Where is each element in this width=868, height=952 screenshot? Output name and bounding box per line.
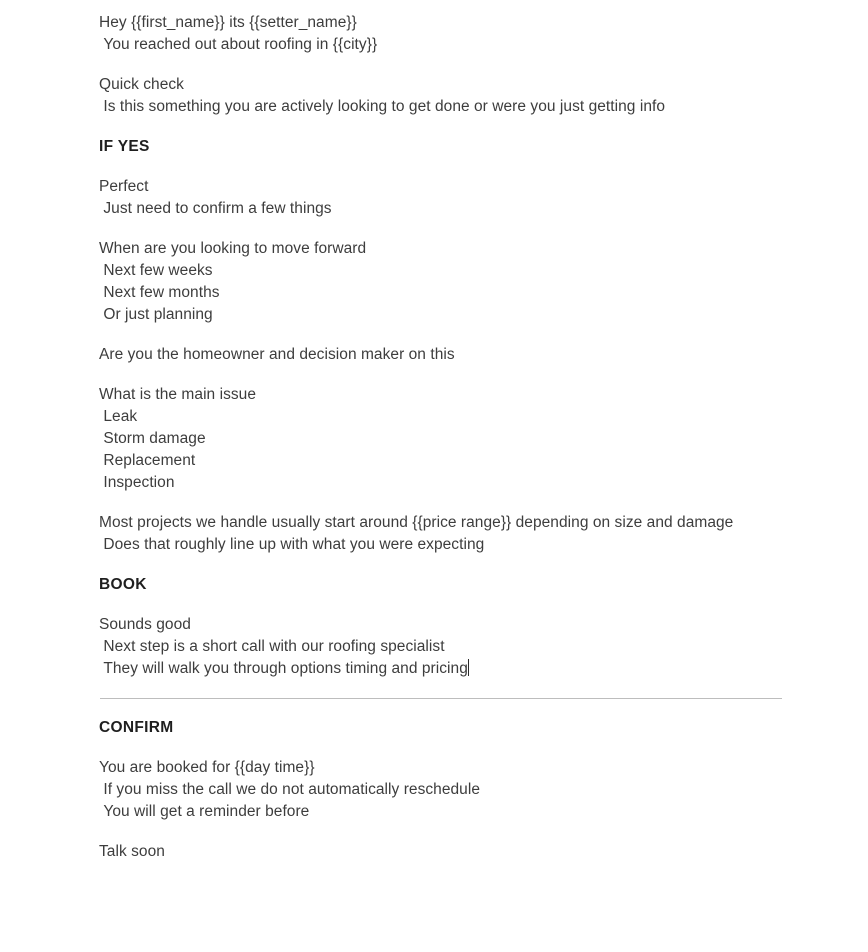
script-line: You reached out about roofing in {{city}} xyxy=(99,36,378,53)
script-line: Quick check xyxy=(99,76,184,93)
heading-if-yes: IF YES xyxy=(99,138,150,155)
script-line: You are booked for {{day time}} xyxy=(99,759,315,776)
book-body xyxy=(99,614,782,680)
script-line: Hey {{first_name}} its {{setter_name}} xyxy=(99,14,357,31)
heading-confirm: CONFIRM xyxy=(99,719,174,736)
text-cursor-caret xyxy=(468,659,469,676)
script-line: Inspection xyxy=(99,474,175,491)
pricing xyxy=(99,512,782,556)
script-line: Leak xyxy=(99,408,138,425)
script-line: Next step is a short call with our roofing specialist xyxy=(99,638,445,655)
decision-maker xyxy=(99,344,782,366)
heading-book: BOOK xyxy=(99,576,147,593)
intro xyxy=(99,12,782,56)
script-line: Are you the homeowner and decision maker on this xyxy=(99,346,455,363)
script-line: You will get a reminder before xyxy=(99,803,310,820)
confirm-body xyxy=(99,757,782,823)
main-issue xyxy=(99,384,782,494)
section-divider xyxy=(100,698,782,699)
script-line: When are you looking to move forward xyxy=(99,240,367,257)
script-line: Storm damage xyxy=(99,430,206,447)
script-line: If you miss the call we do not automatically reschedule xyxy=(99,781,481,798)
script-line: Next few weeks xyxy=(99,262,213,279)
script-line: Next few months xyxy=(99,284,220,301)
quick-check xyxy=(99,74,782,118)
timeline xyxy=(99,238,782,326)
script-line: Is this something you are actively looking to get done or were you just getting info xyxy=(99,98,666,115)
script-line: What is the main issue xyxy=(99,386,257,403)
script-line: They will walk you through options timing and pricing xyxy=(99,660,468,677)
script-line: Just need to confirm a few things xyxy=(99,200,332,217)
script-line: Or just planning xyxy=(99,306,213,323)
perfect xyxy=(99,176,782,220)
script-line: Talk soon xyxy=(99,843,165,860)
sign-off xyxy=(99,841,782,863)
script-line: Most projects we handle usually start around {{price range}} depending on size and damage xyxy=(99,514,734,531)
script-line: Does that roughly line up with what you were expecting xyxy=(99,536,485,553)
script-line: Perfect xyxy=(99,178,149,195)
script-line: Sounds good xyxy=(99,616,191,633)
script-line: Replacement xyxy=(99,452,196,469)
